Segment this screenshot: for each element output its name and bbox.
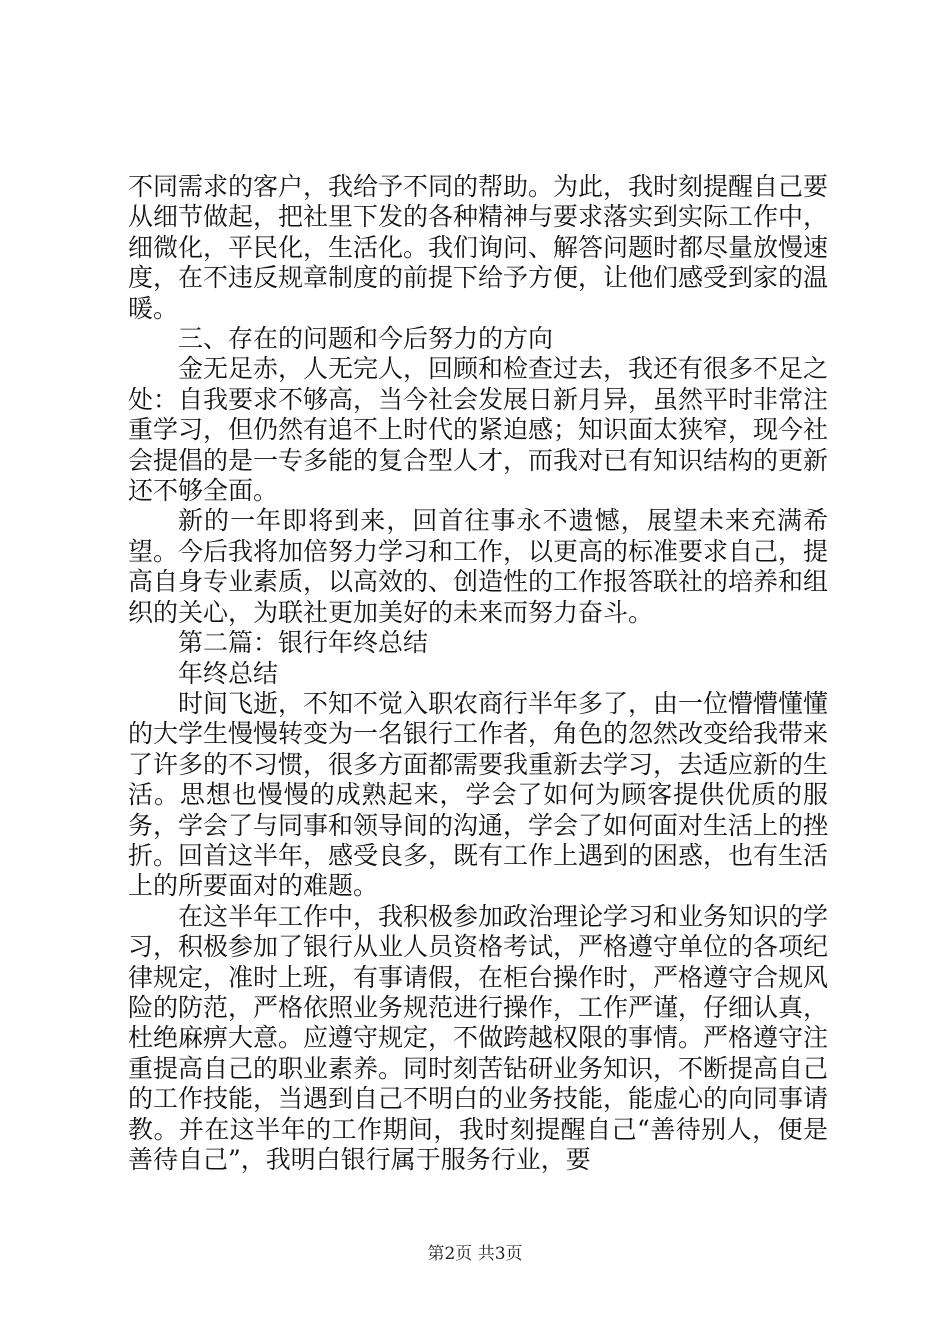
page-number-footer: 第2页 共3页 bbox=[427, 1244, 523, 1264]
paragraph-5: 在这半年工作中，我积极参加政治理论学习和业务知识的学习，积极参加了银行从业人员资格考试，严格遵守单位的各项纪律规定，准时上班，有事请假，在柜台操作时，严格遵守合规风险的防范，严格依照业务规范进行操作，工作严谨，仔细认真，杜绝麻痹大意。应遵守规定，不做跨越权限的事情。严格遵守注重提高自己的职业素养。同时刻苦钻研业务知识，不断提高自己的工作技能，当遇到自己不明白的业务技能，能虚心的向同事请教。并在这半年的工作期间，我时刻提醒自己“善待别人，便是善待自己”，我明白银行属于服务行业，要 bbox=[128, 901, 829, 1174]
paragraph-2: 金无足赤，人无完人，回顾和检查过去，我还有很多不足之处：自我要求不够高，当今社会发展日新月异，虽然平时非常注重学习，但仍然有追不上时代的紧迫感；知识面太狭窄，现今社会提倡的是一专多能的复合型人才，而我对已有知识结构的更新还不够全面。 bbox=[128, 354, 829, 506]
section-heading-3: 三、存在的问题和今后努力的方向 bbox=[178, 324, 554, 354]
paragraph-1: 不同需求的客户，我给予不同的帮助。为此，我时刻提醒自己要从细节做起，把社里下发的各种精神与要求落实到实际工作中，细微化，平民化，生活化。我们询问、解答问题时都尽量放慢速度，在不违反规章制度的前提下给予方便，让他们感受到家的温暖。 bbox=[128, 172, 829, 323]
chapter-subtitle: 年终总结 bbox=[178, 658, 279, 688]
paragraph-4: 时间飞逝，不知不觉入职农商行半年多了，由一位懵懵懂懂的大学生慢慢转变为一名银行工作者，角色的忽然改变给我带来了许多的不习惯，很多方面都需要我重新去学习，去适应新的生活。思想也慢慢的成熟起来，学会了如何为顾客提供优质的服务，学会了与同事和领导间的沟通，学会了如何面对生活上的挫折。回首这半年，感受良多，既有工作上遇到的困惑，也有生活上的所要面对的难题。 bbox=[128, 688, 829, 901]
chapter-title: 第二篇：银行年终总结 bbox=[178, 628, 429, 658]
document-body bbox=[128, 172, 828, 1175]
paragraph-3: 新的一年即将到来，回首往事永不遗憾，展望未来充满希望。今后我将加倍努力学习和工作，以更高的标准要求自己，提高自身专业素质，以高效的、创造性的工作报答联社的培养和组织的关心，为联社更加美好的未来而努力奋斗。 bbox=[128, 506, 829, 627]
